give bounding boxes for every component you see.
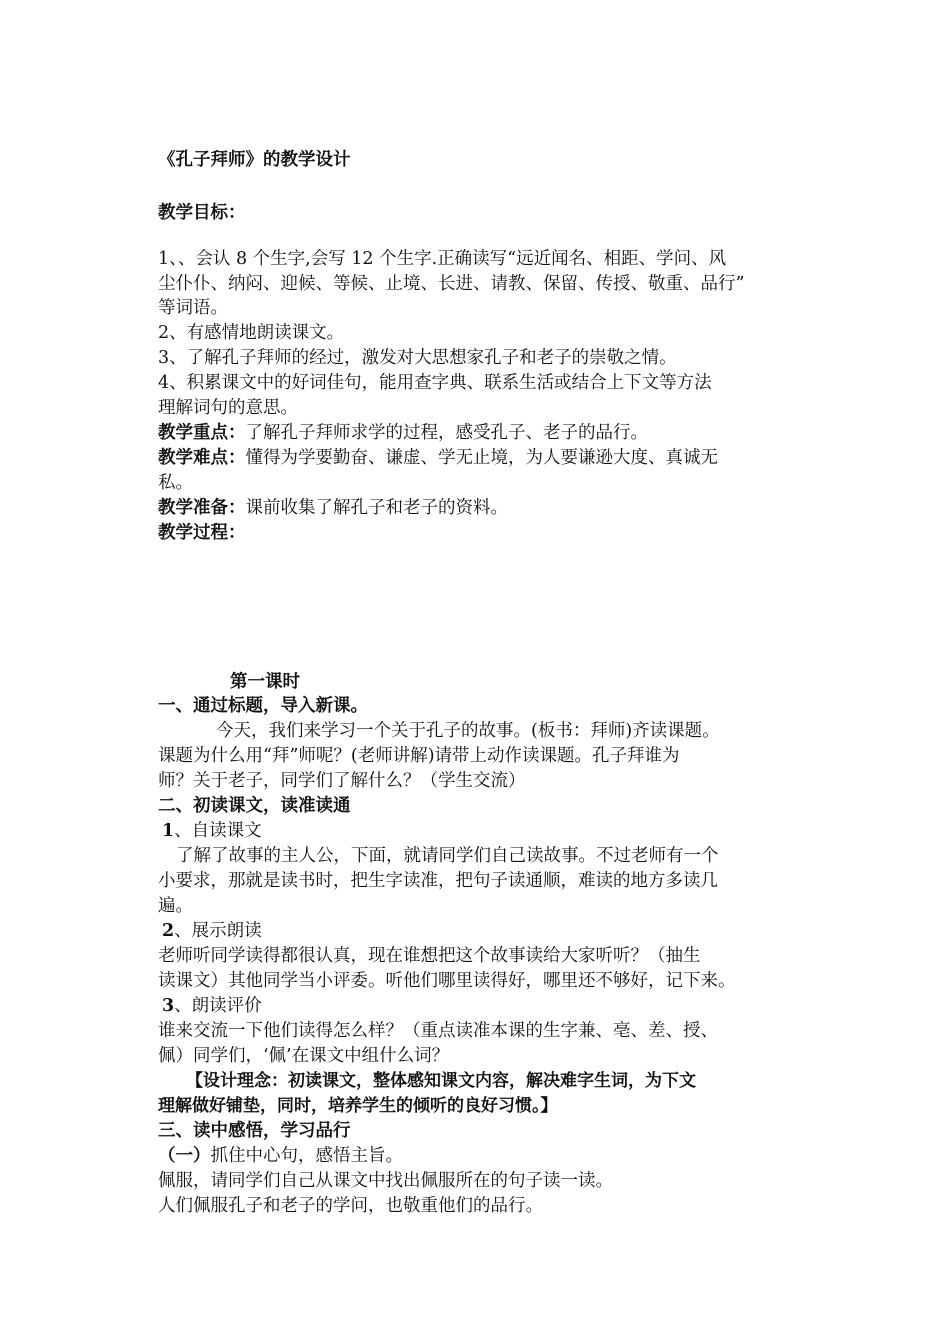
difficulty-continued: 私。 bbox=[158, 473, 193, 493]
objective-line: 等词语。 bbox=[158, 298, 228, 318]
paragraph-line: 佩服，请同学们自己从课文中找出佩服所在的句子读一读。 bbox=[158, 1171, 613, 1191]
difficulty-text: 懂得为学要勤奋、谦虚、学无止境，为人要谦逊大度、真诚无 bbox=[245, 448, 718, 468]
key-point-text: 了解孔子拜师求学的过程，感受孔子、老子的品行。 bbox=[245, 423, 648, 443]
sub-heading-label: （一） bbox=[158, 1146, 211, 1166]
paragraph-line: 遍。 bbox=[158, 896, 193, 916]
step-heading bbox=[162, 994, 262, 1018]
sub-heading-text: 抓住中心句，感悟主旨。 bbox=[210, 1146, 403, 1166]
section-title: 一、通过标题，导入新课。 bbox=[158, 696, 368, 716]
paragraph-line: 课题为什么用“拜”师呢？(老师讲解)请带上动作读课题。孔子拜谁为 bbox=[158, 746, 680, 766]
lesson-heading: 第一课时 bbox=[230, 672, 300, 692]
objective-line: 尘仆仆、纳闷、迎候、等候、止境、长进、请教、保留、传授、敬重、品行” bbox=[158, 274, 745, 294]
design-note-line: 理解做好铺垫，同时，培养学生的倾听的良好习惯。】 bbox=[158, 1096, 558, 1116]
step-number: 3 bbox=[162, 996, 175, 1016]
objective-line: 2、有感情地朗读课文。 bbox=[158, 323, 345, 343]
section-title: 二、初读课文，读准读通 bbox=[158, 796, 351, 816]
objective-line: 1、、会认 8 个生字,会写 12 个生字.正确读写“远近闻名、相距、学问、风 bbox=[158, 249, 727, 269]
step-number: 1 bbox=[162, 821, 175, 841]
difficulty-label: 教学难点： bbox=[158, 448, 246, 468]
process-heading: 教学过程： bbox=[158, 523, 246, 543]
preparation-label: 教学准备： bbox=[158, 498, 246, 518]
preparation bbox=[158, 496, 508, 520]
key-point-label: 教学重点： bbox=[158, 423, 246, 443]
objective-line: 4、积累课文中的好词佳句，能用查字典、联系生活或结合上下文等方法 bbox=[158, 373, 712, 393]
step-label: 、朗读评价 bbox=[174, 996, 262, 1016]
step-number: 2 bbox=[162, 921, 175, 941]
step-label: 、自读课文 bbox=[174, 821, 262, 841]
step-heading bbox=[162, 919, 262, 943]
difficulty bbox=[158, 446, 718, 470]
paragraph-line: 人们佩服孔子和老子的学问，也敬重他们的品行。 bbox=[158, 1196, 543, 1216]
paragraph-line: 了解了故事的主人公，下面，就请同学们自己读故事。不过老师有一个 bbox=[176, 846, 719, 866]
paragraph-line: 谁来交流一下他们读得怎么样？（重点读准本课的生字兼、亳、差、授、 bbox=[158, 1021, 718, 1041]
objective-line: 3、了解孔子拜师的经过，激发对大思想家孔子和老子的崇敬之情。 bbox=[158, 348, 677, 368]
design-note-line: 【设计理念：初读课文，整体感知课文内容，解决难字生词，为下文 bbox=[186, 1071, 696, 1091]
paragraph-line: 师？关于老子，同学们了解什么？（学生交流） bbox=[158, 771, 526, 791]
preparation-text: 课前收集了解孔子和老子的资料。 bbox=[245, 498, 508, 518]
step-heading bbox=[162, 819, 262, 843]
objectives-heading: 教学目标： bbox=[158, 203, 246, 223]
section-title: 三、读中感悟，学习品行 bbox=[158, 1121, 351, 1141]
objective-line: 理解词句的意思。 bbox=[158, 398, 298, 418]
key-point bbox=[158, 421, 648, 445]
paragraph-line: 今天，我们来学习一个关于孔子的故事。(板书：拜师)齐读课题。 bbox=[216, 721, 720, 741]
sub-heading bbox=[158, 1144, 403, 1168]
paragraph-line: 佩）同学们，‘佩’在课文中组什么词？ bbox=[158, 1046, 450, 1066]
paragraph-line: 小要求，那就是读书时，把生字读准，把句子读通顺，难读的地方多读几 bbox=[158, 871, 718, 891]
step-label: 、展示朗读 bbox=[174, 921, 262, 941]
paragraph-line: 老师听同学读得都很认真，现在谁想把这个故事读给大家听听？（抽生 bbox=[158, 946, 701, 966]
paragraph-line: 读课文）其他同学当小评委。听他们哪里读得好，哪里还不够好，记下来。 bbox=[158, 971, 736, 991]
document-title: 《孔子拜师》的教学设计 bbox=[158, 150, 351, 170]
